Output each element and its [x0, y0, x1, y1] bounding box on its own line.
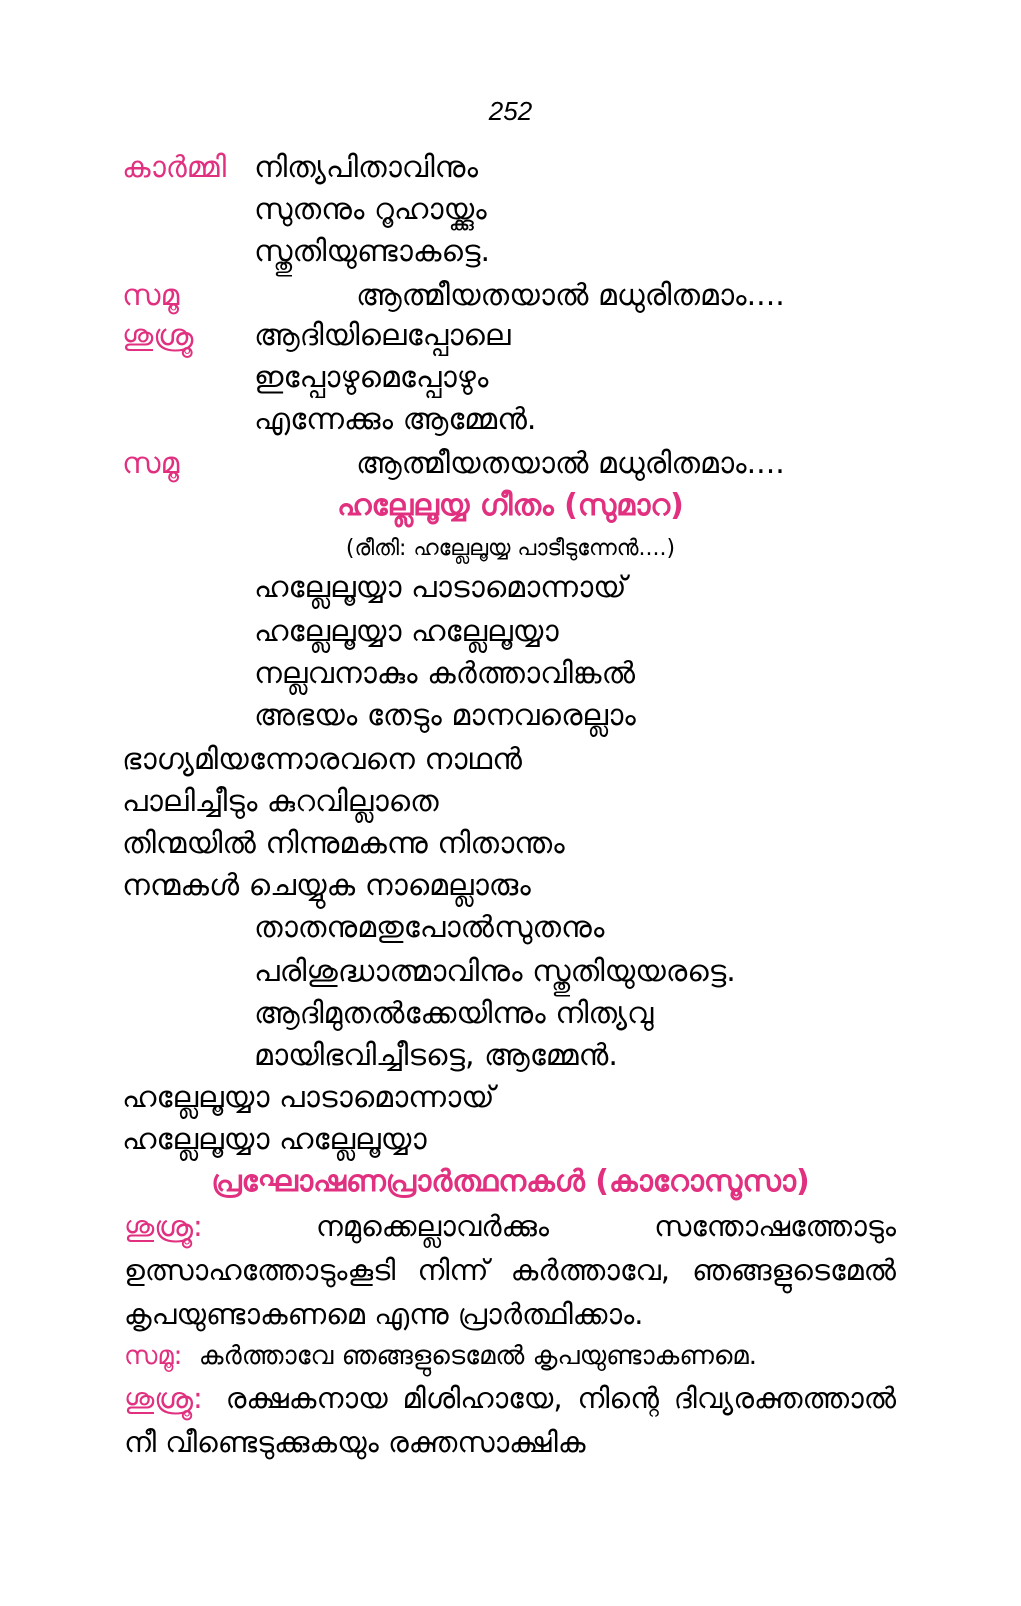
- prayer-paragraph: [124, 1334, 896, 1378]
- hymn-line: തിന്മയിൽ നിന്നുമകന്നു നിതാന്തം: [122, 826, 565, 861]
- dialogue-text: നിത്യപിതാവിനും: [254, 150, 479, 185]
- hymn-title: ഹല്ലേലൂയ്യ ഗീതം (സുമാറ): [337, 488, 684, 523]
- speaker-label: സമൂ: [122, 446, 180, 481]
- prayer-text: രക്ഷകനായ മിശിഹായേ, നിന്റെ ദിവ്യരക്തത്താൽ നീ വീണ്ടെടുക്കുകയും രക്തസാക്ഷിക: [124, 1381, 897, 1459]
- dialogue-text: സുതനും റൂഹായ്ക്കും: [254, 192, 487, 227]
- dialogue-text: ആദിയിലെപ്പോലെ: [254, 318, 511, 353]
- hymn-line: ഹല്ലേലൂയ്യാ ഹല്ലേലൂയ്യാ: [254, 614, 559, 649]
- prayer-paragraph: [124, 1376, 896, 1464]
- hymn-line: ഹല്ലേലൂയ്യാ പാടാമൊന്നായ്: [122, 1080, 495, 1115]
- hymn-line: ഹല്ലേലൂയ്യാ ഹല്ലേലൂയ്യാ: [122, 1122, 427, 1157]
- dialogue-text: സ്തുതിയുണ്ടാകട്ടെ.: [254, 234, 491, 269]
- speaker-label: സമൂ:: [124, 1341, 183, 1371]
- speaker-label: ശുശ്രൂ: [122, 318, 194, 353]
- prayers-title: പ്രഘോഷണപ്രാർത്ഥനകൾ (കാറോസൂസാ): [211, 1164, 810, 1199]
- dialogue-text: ആത്മീയതയാൽ മധുരിതമാം....: [356, 446, 785, 481]
- hymn-line: താതനുമതുപോൽസുതനും: [254, 910, 605, 945]
- hymn-line: ആദിമുതൽക്കേയിന്നും നിത്യവു: [254, 996, 654, 1031]
- dialogue-text: ഇപ്പോഴുമെപ്പോഴും: [254, 360, 489, 395]
- hymn-tune-note: (രീതി: ഹല്ലേലൂയ്യ പാടീടുന്നേൻ....): [345, 536, 676, 561]
- speaker-label: സമൂ: [122, 278, 180, 313]
- prayer-paragraph: [124, 1204, 896, 1336]
- prayer-text: നമുക്കെല്ലാവർക്കും സന്തോഷത്തോടും ഉത്സാഹത്തോടുംകൂടി നിന്ന് കർത്താവേ, ഞങ്ങളുടെമേൽ കൃപയുണ്ടാകണമെ എന്നു പ്രാർത്ഥിക്കാം.: [124, 1209, 896, 1331]
- hymn-line: ഹല്ലേലൂയ്യാ പാടാമൊന്നായ്: [254, 570, 627, 605]
- speaker-label: ശുശ്രൂ:: [124, 1381, 203, 1415]
- speaker-label: ശുശ്രൂ:: [124, 1209, 203, 1243]
- dialogue-text: ആത്മീയതയാൽ മധുരിതമാം....: [356, 278, 785, 313]
- prayer-text: കർത്താവേ ഞങ്ങളുടെമേൽ കൃപയുണ്ടാകണമെ.: [198, 1341, 757, 1371]
- hymn-line: അഭയം തേടും മാനവരെല്ലാം: [254, 698, 636, 733]
- hymn-line: പാലിച്ചീടും കുറവില്ലാതെ: [122, 784, 439, 819]
- dialogue-text: എന്നേക്കും ആമ്മേൻ.: [254, 402, 537, 437]
- hymn-line: ഭാഗ്യമിയന്നോരവനെ നാഥൻ: [122, 742, 522, 777]
- speaker-label: കാർമ്മി: [122, 150, 227, 185]
- hymn-line: നന്മകൾ ചെയ്യുക നാമെല്ലാരും: [122, 868, 531, 903]
- hymn-line: പരിശുദ്ധാത്മാവിനും സ്തുതിയുയരട്ടെ.: [254, 954, 736, 989]
- hymn-line: മായിഭവിച്ചീടട്ടെ, ആമ്മേൻ.: [254, 1038, 618, 1073]
- hymn-line: നല്ലവനാകും കർത്താവിങ്കൽ: [254, 656, 635, 691]
- page-number: 252: [488, 96, 533, 126]
